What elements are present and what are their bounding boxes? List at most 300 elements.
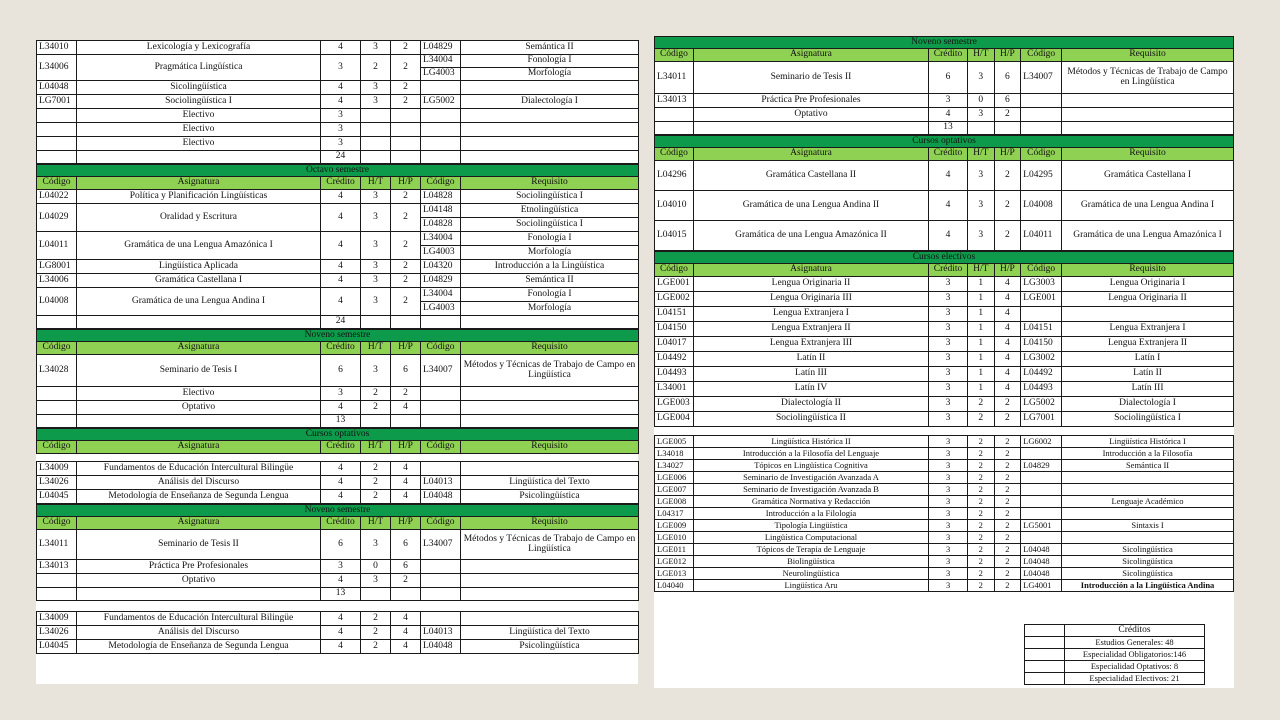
requisite-code (421, 574, 461, 588)
course-credit: 4 (321, 274, 361, 288)
header-req_code: Código (1021, 49, 1062, 62)
course-hp: 2 (994, 460, 1021, 472)
course-credit: 4 (321, 476, 361, 490)
table-row (37, 401, 639, 415)
course-credit: 3 (929, 337, 968, 352)
requisite-name: Morfología (461, 246, 639, 260)
table-row (655, 277, 1234, 292)
course-hp: 2 (994, 556, 1021, 568)
header-code: Código (655, 49, 694, 62)
course-ht (361, 109, 391, 123)
course-name: Política y Planificación Lingüísticas (77, 190, 321, 204)
course-credit: 4 (929, 108, 968, 122)
requisite-code (1021, 448, 1062, 460)
course-name: Análisis del Discurso (77, 476, 321, 490)
blank-cell (391, 151, 421, 164)
table-row (37, 626, 639, 640)
credits-summary-table (1024, 624, 1205, 685)
table-row (655, 544, 1234, 556)
course-code: LGE004 (655, 412, 694, 427)
header-req: Requisito (1062, 49, 1234, 62)
course-hp: 4 (994, 307, 1021, 322)
section-title-text: Noveno semestre (37, 505, 639, 517)
course-name: Gramática de una Lengua Amazónica II (693, 221, 928, 251)
course-code: L34006 (37, 274, 77, 288)
blank-cell (77, 588, 321, 601)
requisite-name: Lengua Originaria I (1062, 277, 1234, 292)
course-name: Dialectología II (693, 397, 928, 412)
course-credit: 4 (321, 612, 361, 626)
course-credit: 3 (929, 277, 968, 292)
table-row (655, 337, 1234, 352)
table-row (655, 484, 1234, 496)
header-subject: Asignatura (77, 441, 321, 454)
course-code: L34009 (37, 612, 77, 626)
course-name: Análisis del Discurso (77, 626, 321, 640)
credit-total: 13 (321, 415, 361, 428)
requisite-code: L04013 (421, 626, 461, 640)
table-row (37, 530, 639, 560)
requisite-name: Sicolingüística (1062, 556, 1234, 568)
course-hp: 4 (994, 292, 1021, 307)
course-hp: 2 (391, 232, 421, 260)
requisite-code: L34004 (421, 288, 461, 302)
table-row (655, 556, 1234, 568)
header-ht: H/T (361, 517, 391, 530)
requisite-name: Métodos y Técnicas de Trabajo de Campo en Lingüística (461, 355, 639, 387)
requisite-code: L04828 (421, 190, 461, 204)
course-name: Optativo (77, 401, 321, 415)
blank-cell (1025, 661, 1065, 673)
course-code: LGE012 (655, 556, 694, 568)
blank-cell (361, 588, 391, 601)
course-credit: 3 (929, 484, 968, 496)
course-credit: 4 (321, 81, 361, 95)
requisite-name (461, 612, 639, 626)
blank-cell (421, 415, 461, 428)
noveno-semester-table-2 (36, 504, 639, 601)
requisite-code: L04828 (421, 218, 461, 232)
table-row (37, 560, 639, 574)
requisite-name: Semántica II (461, 41, 639, 55)
course-hp: 4 (391, 490, 421, 504)
blank-cell (391, 316, 421, 329)
blank-cell (461, 316, 639, 329)
course-credit: 3 (929, 580, 968, 592)
requisite-name: Morfología (461, 302, 639, 316)
credits-title-row (1025, 625, 1205, 637)
header-ht: H/T (361, 441, 391, 454)
credit-total: 13 (321, 588, 361, 601)
course-code: L04029 (37, 204, 77, 232)
table-header (655, 264, 1234, 277)
course-name: Pragmática Lingüística (77, 55, 321, 81)
course-code: L04045 (37, 490, 77, 504)
course-code: LGE011 (655, 544, 694, 556)
course-credit: 3 (929, 397, 968, 412)
course-ht: 1 (967, 277, 994, 292)
table-header (655, 49, 1234, 62)
course-credit: 3 (929, 322, 968, 337)
course-code: L04048 (37, 81, 77, 95)
octavo-semester-table (36, 164, 639, 329)
course-name: Latín IV (693, 382, 928, 397)
section-title-text: Noveno semestre (655, 37, 1234, 49)
course-credit: 6 (321, 530, 361, 560)
course-code: L04017 (655, 337, 694, 352)
section-title (655, 37, 1234, 49)
table-row (655, 508, 1234, 520)
requisite-name (1062, 307, 1234, 322)
requisite-name: Semántica II (461, 274, 639, 288)
course-code: L34027 (655, 460, 694, 472)
requisite-code: LG4001 (1021, 580, 1062, 592)
course-ht: 2 (361, 55, 391, 81)
course-code: LGE007 (655, 484, 694, 496)
requisite-code: LG5001 (1021, 520, 1062, 532)
course-ht: 1 (967, 292, 994, 307)
header-req: Requisito (461, 441, 639, 454)
course-code (37, 123, 77, 137)
requisite-code: LG6002 (1021, 436, 1062, 448)
requisite-name: Dialectología I (1062, 397, 1234, 412)
course-name: Sicolingüística (77, 81, 321, 95)
requisite-name (461, 574, 639, 588)
credit-total: 24 (321, 316, 361, 329)
left-optativos-table (36, 428, 639, 504)
course-credit: 3 (929, 460, 968, 472)
course-credit: 4 (321, 204, 361, 232)
requisite-code: LG5002 (1021, 397, 1062, 412)
header-req_code: Código (1021, 264, 1062, 277)
header-ht: H/T (361, 342, 391, 355)
requisite-code (1021, 532, 1062, 544)
credits-item-row (1025, 673, 1205, 685)
requisite-code (421, 81, 461, 95)
course-ht: 2 (361, 612, 391, 626)
course-name: Latín II (693, 352, 928, 367)
right-extra-electivos-table (654, 435, 1234, 592)
table-row (37, 274, 639, 288)
blank-cell (461, 588, 639, 601)
header-ht: H/T (967, 49, 994, 62)
table-row (655, 460, 1234, 472)
course-hp: 2 (994, 484, 1021, 496)
course-hp: 2 (391, 81, 421, 95)
course-name: Gramática Castellana I (77, 274, 321, 288)
course-code: LGE002 (655, 292, 694, 307)
requisite-code (1021, 496, 1062, 508)
credits-item-row (1025, 637, 1205, 649)
table-row (37, 109, 639, 123)
requisite-code: L34007 (1021, 62, 1062, 94)
requisite-name: Psicolingüística (461, 640, 639, 654)
course-credit: 3 (321, 387, 361, 401)
header-code: Código (655, 264, 694, 277)
requisite-code: L04829 (421, 41, 461, 55)
table-row (37, 387, 639, 401)
course-hp: 2 (994, 472, 1021, 484)
credit-total: 24 (321, 151, 361, 164)
blank-cell (1062, 122, 1234, 135)
blank-cell (421, 316, 461, 329)
requisite-name (461, 560, 639, 574)
section-title (37, 165, 639, 177)
requisite-code: LG3002 (1021, 352, 1062, 367)
course-ht: 3 (967, 161, 994, 191)
course-credit: 4 (321, 95, 361, 109)
course-hp: 2 (391, 190, 421, 204)
header-ht: H/T (967, 148, 994, 161)
credit-total: 13 (929, 122, 968, 135)
requisite-name: Lingüística del Texto (461, 626, 639, 640)
noveno-semester-table (36, 329, 639, 428)
course-credit: 4 (321, 640, 361, 654)
course-hp: 2 (391, 41, 421, 55)
blank-cell (1025, 625, 1065, 637)
table-row (37, 81, 639, 95)
course-code (37, 401, 77, 415)
table-header (37, 177, 639, 190)
right-curriculum-panel (654, 36, 1234, 688)
table-row (655, 191, 1234, 221)
header-credit: Crédito (321, 517, 361, 530)
course-name: Electivo (77, 109, 321, 123)
header-code: Código (37, 517, 77, 530)
credits-item: Especialidad Obligatorios:146 (1065, 649, 1205, 661)
course-hp: 2 (391, 387, 421, 401)
course-ht: 0 (967, 94, 994, 108)
requisite-name: Fonología I (461, 232, 639, 246)
requisite-code (1021, 508, 1062, 520)
requisite-code: L04151 (1021, 322, 1062, 337)
course-name: Seminario de Investigación Avanzada A (693, 472, 928, 484)
blank-cell (967, 122, 994, 135)
table-row (37, 95, 639, 109)
header-subject: Asignatura (77, 517, 321, 530)
blank-cell (655, 122, 694, 135)
course-credit: 3 (929, 382, 968, 397)
table-row (655, 520, 1234, 532)
table-row (655, 322, 1234, 337)
requisite-name: Introducción a la Lingüística Andina (1062, 580, 1234, 592)
header-hp: H/P (391, 177, 421, 190)
course-code: L34001 (655, 382, 694, 397)
course-code (655, 108, 694, 122)
requisite-code: L04048 (1021, 568, 1062, 580)
course-ht: 1 (967, 307, 994, 322)
requisite-name: Gramática de una Lengua Amazónica I (1062, 221, 1234, 251)
requisite-code: L04492 (1021, 367, 1062, 382)
total-row (37, 316, 639, 329)
requisite-name: Sociolingüística I (1062, 412, 1234, 427)
requisite-name (461, 123, 639, 137)
course-name: Seminario de Investigación Avanzada B (693, 484, 928, 496)
course-hp: 4 (391, 640, 421, 654)
table-row (655, 568, 1234, 580)
course-credit: 3 (321, 137, 361, 151)
course-code: LGE003 (655, 397, 694, 412)
course-ht: 2 (968, 436, 995, 448)
course-ht: 3 (361, 274, 391, 288)
course-hp: 2 (391, 260, 421, 274)
course-code: L04045 (37, 640, 77, 654)
requisite-code (421, 137, 461, 151)
course-name: Lengua Originaria III (693, 292, 928, 307)
course-ht: 1 (967, 322, 994, 337)
course-ht: 3 (361, 288, 391, 316)
course-hp: 2 (994, 520, 1021, 532)
course-code (37, 109, 77, 123)
section-title (37, 330, 639, 342)
course-code: LGE008 (655, 496, 694, 508)
blank-cell (37, 415, 77, 428)
requisite-code (421, 612, 461, 626)
requisite-code: L04150 (1021, 337, 1062, 352)
course-ht (361, 123, 391, 137)
header-req_code: Código (421, 177, 461, 190)
course-code: L34010 (37, 41, 77, 55)
requisite-code (1021, 484, 1062, 496)
course-hp: 2 (994, 108, 1021, 122)
course-credit: 4 (321, 288, 361, 316)
course-name: Lingüística Histórica II (693, 436, 928, 448)
course-ht: 2 (968, 544, 995, 556)
table-row (655, 352, 1234, 367)
course-name: Lingüística Aplicada (77, 260, 321, 274)
course-hp: 4 (994, 382, 1021, 397)
requisite-name: Métodos y Técnicas de Trabajo de Campo en Lingüística (461, 530, 639, 560)
course-ht: 2 (968, 472, 995, 484)
course-code: L04296 (655, 161, 694, 191)
course-code: L04022 (37, 190, 77, 204)
course-name: Lengua Extranjera II (693, 322, 928, 337)
course-credit: 3 (321, 123, 361, 137)
requisite-code: L04008 (1021, 191, 1062, 221)
course-code: L04493 (655, 367, 694, 382)
requisite-name: Sociolingüística I (461, 190, 639, 204)
requisite-code: LG4003 (421, 246, 461, 260)
course-code (37, 574, 77, 588)
course-credit: 3 (929, 412, 968, 427)
course-ht: 2 (967, 412, 994, 427)
header-hp: H/P (391, 517, 421, 530)
course-name: Práctica Pre Profesionales (77, 560, 321, 574)
requisite-code (1021, 307, 1062, 322)
table-row (37, 612, 639, 626)
requisite-name (1062, 108, 1234, 122)
requisite-code (1021, 108, 1062, 122)
credits-item-row (1025, 661, 1205, 673)
table-row (37, 355, 639, 387)
blank-cell (421, 151, 461, 164)
table-row (37, 204, 639, 218)
requisite-code: L04048 (421, 640, 461, 654)
course-hp: 2 (391, 288, 421, 316)
course-name: Tópicos de Terapia de Lenguaje (693, 544, 928, 556)
course-credit: 3 (929, 307, 968, 322)
course-code: L34018 (655, 448, 694, 460)
course-code: L34006 (37, 55, 77, 81)
requisite-name (461, 81, 639, 95)
course-ht: 3 (967, 108, 994, 122)
course-ht: 2 (968, 484, 995, 496)
table-row (655, 496, 1234, 508)
course-ht: 2 (968, 508, 995, 520)
section-title-text: Noveno semestre (37, 330, 639, 342)
table-row (655, 448, 1234, 460)
course-hp: 2 (391, 204, 421, 232)
course-hp (391, 109, 421, 123)
course-ht: 3 (361, 355, 391, 387)
blank-cell (77, 316, 321, 329)
requisite-name (1062, 508, 1234, 520)
course-hp: 6 (391, 530, 421, 560)
course-credit: 4 (929, 161, 968, 191)
course-name: Electivo (77, 137, 321, 151)
section-title (655, 252, 1234, 264)
header-hp: H/P (994, 264, 1021, 277)
requisite-code: L04048 (421, 490, 461, 504)
requisite-name: Sociolingüística I (461, 218, 639, 232)
course-ht: 3 (361, 41, 391, 55)
requisite-name: Lingüística del Texto (461, 476, 639, 490)
left-bottom-table (36, 611, 639, 654)
course-hp: 2 (994, 436, 1021, 448)
course-name: Optativo (77, 574, 321, 588)
table-row (655, 580, 1234, 592)
course-ht: 2 (968, 496, 995, 508)
table-row (37, 232, 639, 246)
header-req: Requisito (1062, 264, 1234, 277)
total-row (37, 415, 639, 428)
course-name: Práctica Pre Profesionales (693, 94, 928, 108)
requisite-code: L34004 (421, 55, 461, 68)
left-curriculum-panel (36, 40, 638, 684)
course-hp: 2 (994, 412, 1021, 427)
requisite-code: LG4003 (421, 302, 461, 316)
table-row (655, 436, 1234, 448)
course-credit: 3 (321, 55, 361, 81)
course-ht: 2 (968, 556, 995, 568)
blank-cell (77, 415, 321, 428)
course-code: LGE010 (655, 532, 694, 544)
blank-cell (1025, 637, 1065, 649)
course-name: Gramática de una Lengua Amazónica I (77, 232, 321, 260)
requisite-name: Lengua Extranjera II (1062, 337, 1234, 352)
course-hp: 2 (391, 95, 421, 109)
course-code: L04040 (655, 580, 694, 592)
header-hp: H/P (391, 342, 421, 355)
course-code: L04151 (655, 307, 694, 322)
course-name: Neurolingüística (693, 568, 928, 580)
header-subject: Asignatura (77, 177, 321, 190)
section-title (37, 429, 639, 441)
table-row (37, 41, 639, 55)
requisite-name: Latín III (1062, 382, 1234, 397)
course-credit: 6 (929, 62, 968, 94)
requisite-code: L04295 (1021, 161, 1062, 191)
table-header (37, 342, 639, 355)
course-hp: 4 (994, 322, 1021, 337)
section-title-text: Cursos electivos (655, 252, 1234, 264)
course-code: L34013 (655, 94, 694, 108)
credits-item-row (1025, 649, 1205, 661)
course-code: L04015 (655, 221, 694, 251)
course-hp: 2 (391, 55, 421, 81)
course-ht: 3 (967, 62, 994, 94)
course-ht: 2 (361, 640, 391, 654)
